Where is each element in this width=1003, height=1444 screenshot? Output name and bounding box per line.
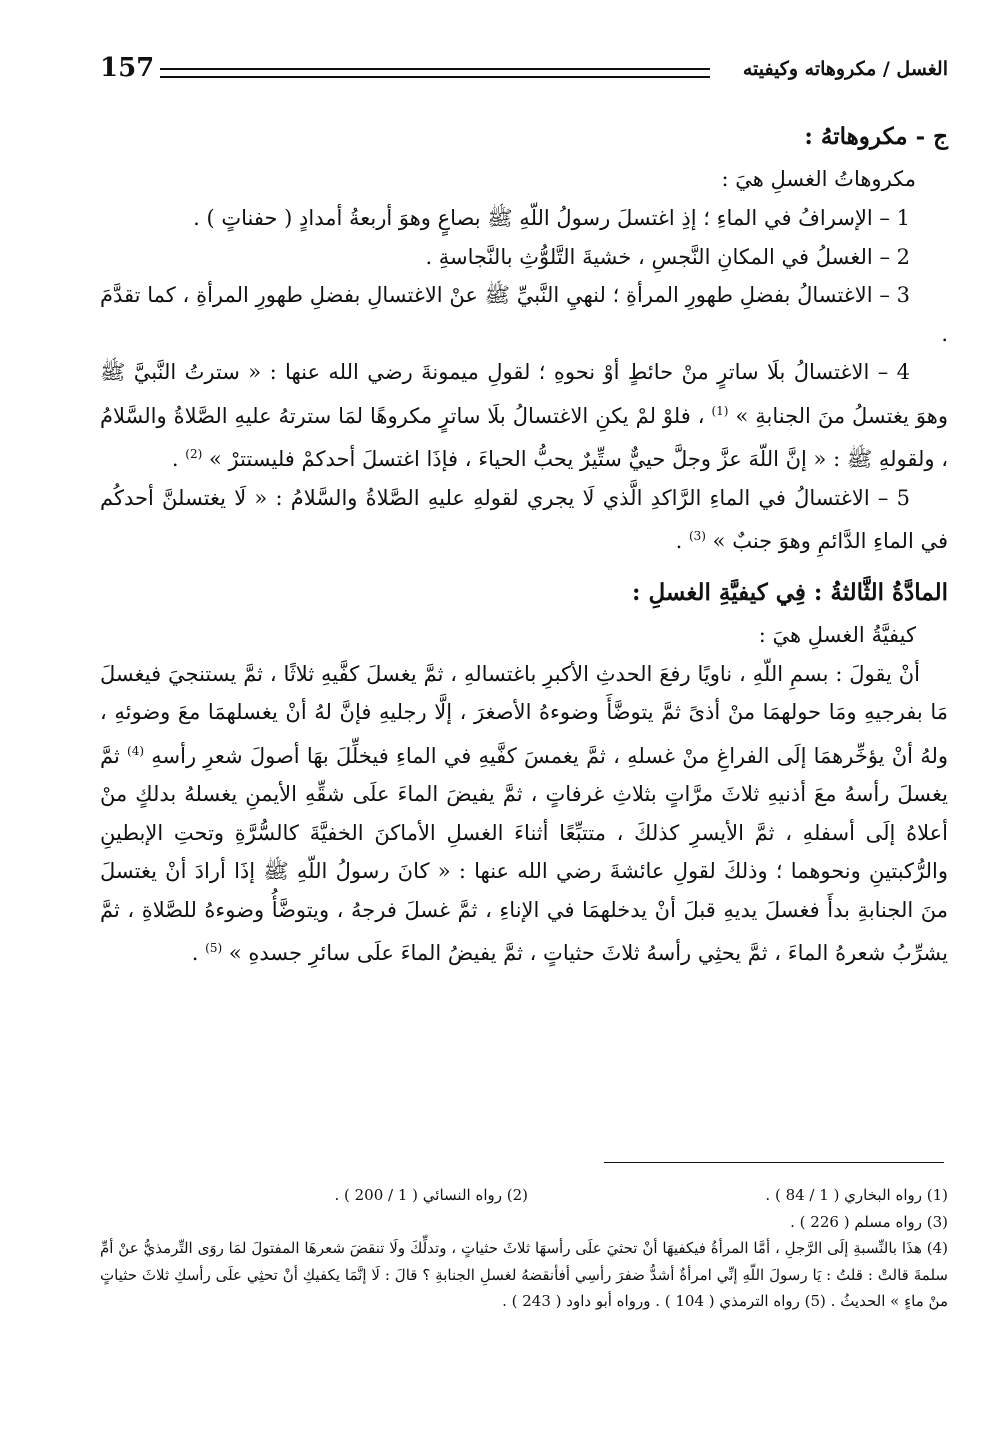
footnote-row-2 <box>100 1209 948 1236</box>
kayfiyya-paragraph <box>100 655 948 973</box>
footnote-2: (2) رواه النسائي ( 1 / 200 ) . <box>334 1186 528 1204</box>
footnote-ref-2: (2) <box>185 447 203 461</box>
item4-text-b: ، فلوْ لمْ يكنِ الاغتسالُ بلَا ساترٍ مكروهًا لمَا سترتهُ عليهِ الصَّلاةُ والسَّلامُ ، ولقولهِ ﷺ : « إنَّ اللّهَ عزَّ وجلَّ حييٌّ ستِّيرٌ يحبُّ الحياءَ ، فإذَا اغتسلَ أحدكمْ فليستترْ » <box>100 403 948 471</box>
footnote-ref-1: (1) <box>711 403 729 418</box>
makruhat-item-1: 1 – الإسرافُ في الماءِ ؛ إذِ اغتسلَ رسولُ اللّهِ ﷺ بصاعٍ وهوَ أربعةُ أمدادٍ ( حفناتٍ ) . <box>193 206 910 230</box>
footnote-ref-4: (4) <box>127 743 145 758</box>
makruhat-item-3: 3 – الاغتسالُ بفضلِ طهورِ المرأةِ ؛ لنهيِ النَّبيِّ ﷺ عنْ الاغتسالِ بفضلِ طهورِ المرأةِ ، كما تقدَّمَ . <box>100 283 948 346</box>
header-double-rule <box>160 68 710 78</box>
footnote-ref-3: (3) <box>688 529 706 543</box>
running-header <box>100 50 948 90</box>
item5-text: 5 – الاغتسالُ في الماءِ الرَّاكدِ الَّذي لَا يجري لقولهِ عليهِ الصَّلاةُ والسَّلامُ : « لَا يغتسلنَّ أحدكُم في الماءِ الدَّائمِ وهوَ جنبٌ » <box>100 485 948 553</box>
chapter-title: الغسل / مكروهاته وكيفيته <box>742 58 948 80</box>
kayfiyya-text-b: ثمَّ يغسلَ رأسهُ معَ أذنيهِ ثلاثَ مرَّاتٍ بثلاثِ غرفاتٍ ، ثمَّ يفيضَ الماءَ علَى شقِّهِ الأيمنِ يغسلهُ بدلكٍ منْ أعلاهُ إلَى أسفلهِ ، ثمَّ الأيسرِ كذلكَ ، متتبِّعًا أثناءَ الغسلِ الأماكنَ الخفيَّةَ كالسُّرَّةِ وتحتِ الإبطينِ والرُّكبتينِ ونحوهما ؛ وذلكَ لقولِ عائشةَ رضي الله عنها : « كانَ رسولُ اللّهِ ﷺ إذَا أرادَ أنْ يغتسلَ منَ الجنابةِ بدأَ فغسلَ يديهِ قبلَ أنْ يدخلهمَا في الإناءِ ، ثمَّ غسلَ فرجهُ ، ويتوضَّأُ وضوءهُ للصَّلاةِ ، ثمَّ يشرِّبُ شعرهُ الماءَ ، ثمَّ يحثِي رأسهُ ثلاثَ حثياتٍ ، ثمَّ يفيضُ الماءَ علَى سائرِ جسدهِ » <box>100 743 948 965</box>
item5-end: . <box>675 529 683 553</box>
makruhat-intro: مكروهاتُ الغسلِ هيَ : <box>721 167 916 191</box>
footnote-3: (3) رواه مسلم ( 226 ) . <box>790 1212 948 1231</box>
page-number: 157 <box>100 53 155 83</box>
footnote-1: (1) رواه البخاري ( 1 / 84 ) . <box>765 1186 948 1204</box>
item4-text-a: 4 – الاغتسالُ بلَا ساترٍ منْ حائطٍ أوْ نحوهِ ؛ لقولِ ميمونةَ رضي الله عنها : « سترتُ النَّبيَّ ﷺ وهوَ يغتسلُ منَ الجنابةِ » <box>100 360 948 428</box>
section-heading-kayfiyya: المادَّةُ الثَّالثةُ : فِي كيفيَّةِ الغسلِ : <box>631 578 948 606</box>
footnote-4-and-5 <box>100 1235 948 1315</box>
main-text <box>100 115 948 973</box>
makruhat-item-4 <box>100 353 948 479</box>
footnote-divider <box>604 1162 944 1163</box>
footnote-row-1 <box>100 1182 948 1209</box>
item4-text-c: . <box>171 447 179 471</box>
kayfiyya-end: . <box>191 941 199 965</box>
makruhat-item-2: 2 – الغسلُ في المكانِ النَّجسِ ، خشيةَ التَّلوُّثِ بالنَّجاسةِ . <box>425 244 910 269</box>
footnotes <box>100 1182 948 1315</box>
footnote-4: (4) هذَا بالنِّسبةِ إلَى الرَّجلِ ، أمَّا المرأةُ فيكفيهَا أنْ تحثيَ علَى رأسهَا ثلاثَ حثياتٍ ، وتدلِّكَ ولَا تنقضَ شعرهَا المفتولَ لمَا روَى التِّرمذيُّ عنْ أمِّ سلمةَ قالتْ : قلتُ : يَا رسولَ اللّهِ إنِّي امرأةٌ أشدُّ ضفرَ رأسِي أفأنقضهُ لغسلِ الجنابةِ ؟ قالَ : لَا إنَّمَا يكفيكِ أنْ تحثِي علَى رأسكِ ثلاثَ حثياتٍ منْ ماءٍ » الحديثُ . <box>100 1239 948 1310</box>
kayfiyya-intro: كيفيَّةُ الغسلِ هيَ : <box>758 622 916 647</box>
footnote-ref-5: (5) <box>205 941 223 955</box>
makruhat-item-5 <box>100 479 948 561</box>
kayfiyya-text-a: أنْ يقولَ : بسمِ اللّهِ ، ناويًا رفعَ الحدثِ الأكبرِ باغتسالهِ ، ثمَّ يغسلَ كفَّيهِ ثلاثًا ، ثمَّ يستنجيَ فيغسلَ مَا بفرجيهِ ومَا حولهمَا منْ أذىً ثمَّ يتوضَّأَ وضوءهُ الأصغرَ ، إلَّا رجليهِ فإنَّ لهُ أنْ يغسلهمَا معَ وضوئهِ ، ولهُ أنْ يؤخِّرهمَا إلَى الفراغِ منْ غسلهِ ، ثمَّ يغمسَ كفَّيهِ في الماءِ فيخلِّلَ بهَا أصولَ شعرِ رأسهِ <box>100 661 948 768</box>
section-heading-makruhat: ج - مكروهاتهُ : <box>804 123 948 150</box>
footnote-5: (5) رواه الترمذي ( 104 ) . ورواه أبو داود ( 243 ) . <box>502 1292 826 1310</box>
